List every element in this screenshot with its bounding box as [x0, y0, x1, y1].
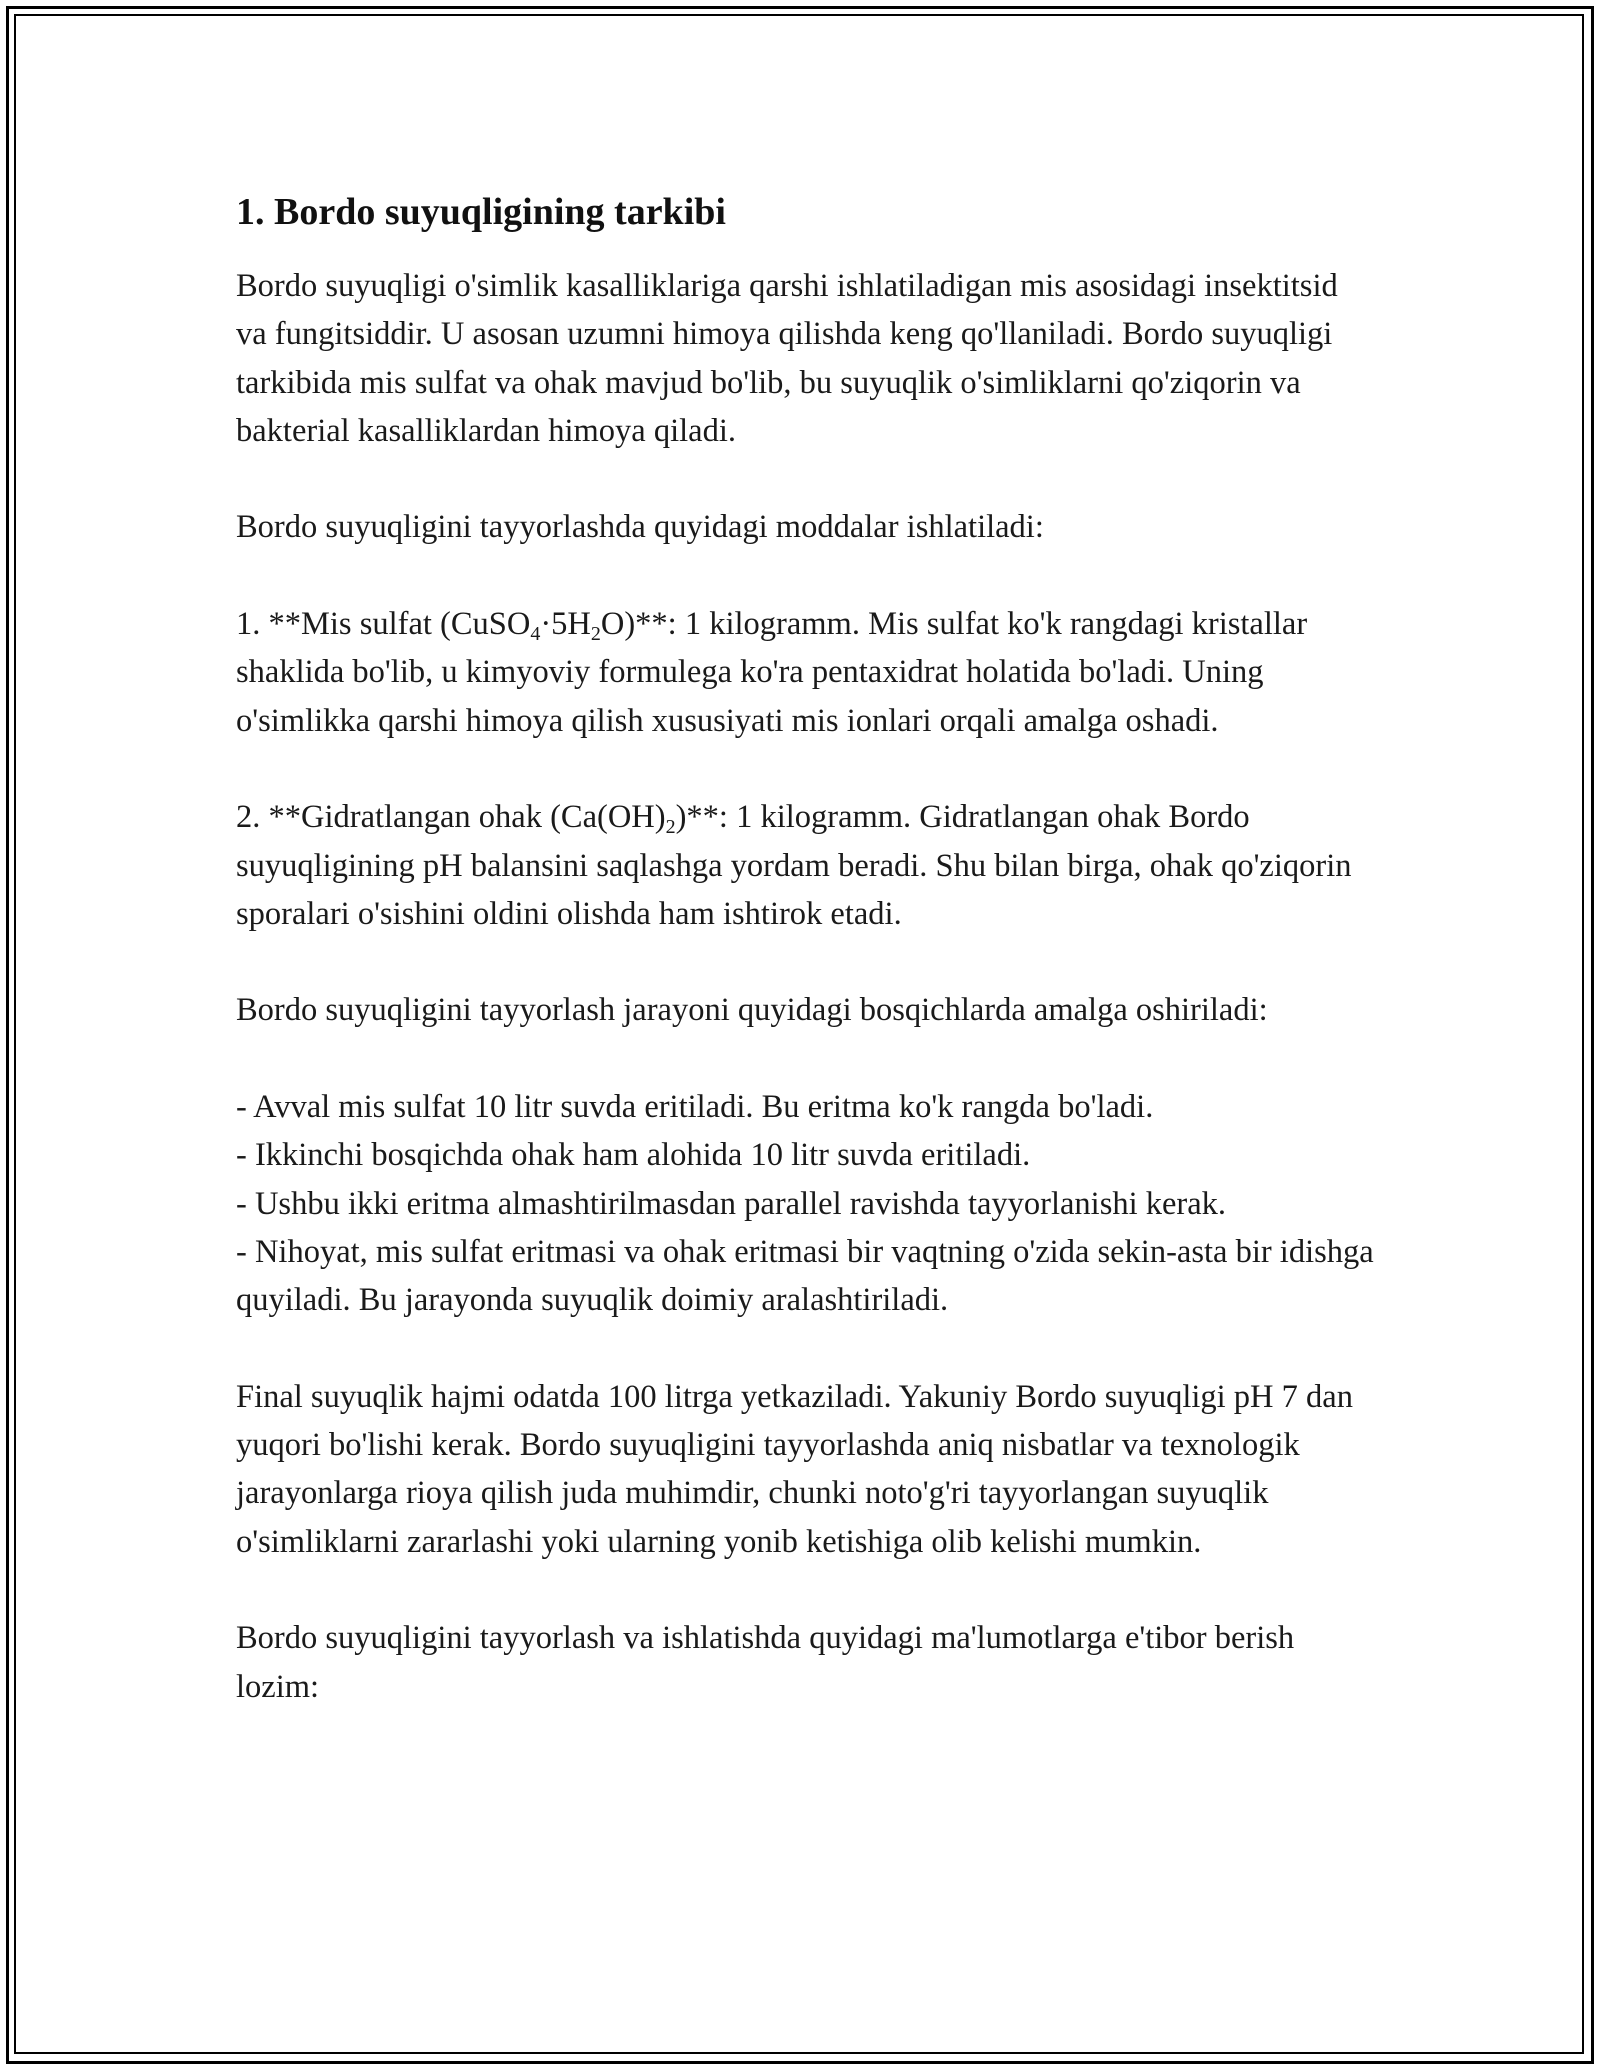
item2-suffix: )**: 1 kilogramm. Gidratlangan ohak Bordo suyuqligining pH balansini saqlashga yordam beradi. Shu bilan birga, ohak qo'ziqorin sporalari o'sishini oldini olishda ham ishtirok etadi.	[236, 799, 1352, 932]
process-intro: Bordo suyuqligini tayyorlash jarayoni quyidagi bosqichlarda amalga oshiriladi:	[236, 992, 1268, 1029]
process-step: - Avval mis sulfat 10 litr suvda eritiladi. Bu eritma ko'k rangda bo'ladi.	[236, 1089, 1154, 1126]
material-item-lime	[236, 793, 1376, 938]
document-body	[236, 186, 1376, 1759]
process-step: - Nihoyat, mis sulfat eritmasi va ohak eritmasi bir vaqtning o'zida sekin-asta bir idishga quyiladi. Bu jarayonda suyuqlik doimiy aralashtiriladi.	[236, 1233, 1374, 1319]
item1-suffix: O)**: 1 kilogramm. Mis sulfat ko'k rangdagi kristallar shaklida bo'lib, u kimyoviy formulega ko'ra pentaxidrat holatida bo'ladi. Uning o'simlikka qarshi himoya qilish xususiyati mis ionlari orqali amalga oshadi.	[236, 606, 1308, 739]
process-step: - Ikkinchi bosqichda ohak ham alohida 10 litr suvda eritiladi.	[236, 1137, 1031, 1174]
material-item-copper-sulfate	[236, 600, 1376, 745]
intro-paragraph: Bordo suyuqligi o'simlik kasalliklariga qarshi ishlatiladigan mis asosidagi insektitsid va fungitsiddir. U asosan uzumni himoya qilishda keng qo'llaniladi. Bordo suyuqligi tarkibida mis sulfat va ohak mavjud bo'lib, bu suyuqlik o'simliklarni qo'ziqorin va bakterial kasalliklardan himoya qiladi.	[236, 268, 1338, 449]
item1-prefix: 1. **Mis sulfat (CuSO	[236, 606, 531, 643]
process-steps	[236, 1083, 1376, 1324]
item1-mid: ·5H	[540, 606, 591, 643]
final-paragraph: Final suyuqlik hajmi odatda 100 litrga yetkaziladi. Yakuniy Bordo suyuqligi pH 7 dan yuqori bo'lishi kerak. Bordo suyuqligini tayyorlashda aniq nisbatlar va texnologik jarayonlarga rioya qilish juda muhimdir, chunki noto'g'ri tayyorlangan suyuqlik o'simliklarni zararlashi yoki ularning yonib ketishiga olib kelishi mumkin.	[236, 1378, 1353, 1560]
closing-paragraph: Bordo suyuqligini tayyorlash va ishlatishda quyidagi ma'lumotlarga e'tibor berish lozim:	[236, 1620, 1295, 1705]
materials-intro: Bordo suyuqligini tayyorlashda quyidagi moddalar ishlatiladi:	[236, 509, 1044, 546]
process-step: - Ushbu ikki eritma almashtirilmasdan parallel ravishda tayyorlanishi kerak.	[236, 1185, 1227, 1222]
section-heading: 1. Bordo suyuqligining tarkibi	[236, 191, 726, 233]
item2-prefix: 2. **Gidratlangan ohak (Ca(OH)	[236, 799, 666, 836]
item2-sub-2: 2	[665, 816, 676, 839]
item1-sub-2: 2	[590, 623, 601, 646]
item1-sub-4: 4	[530, 623, 541, 646]
